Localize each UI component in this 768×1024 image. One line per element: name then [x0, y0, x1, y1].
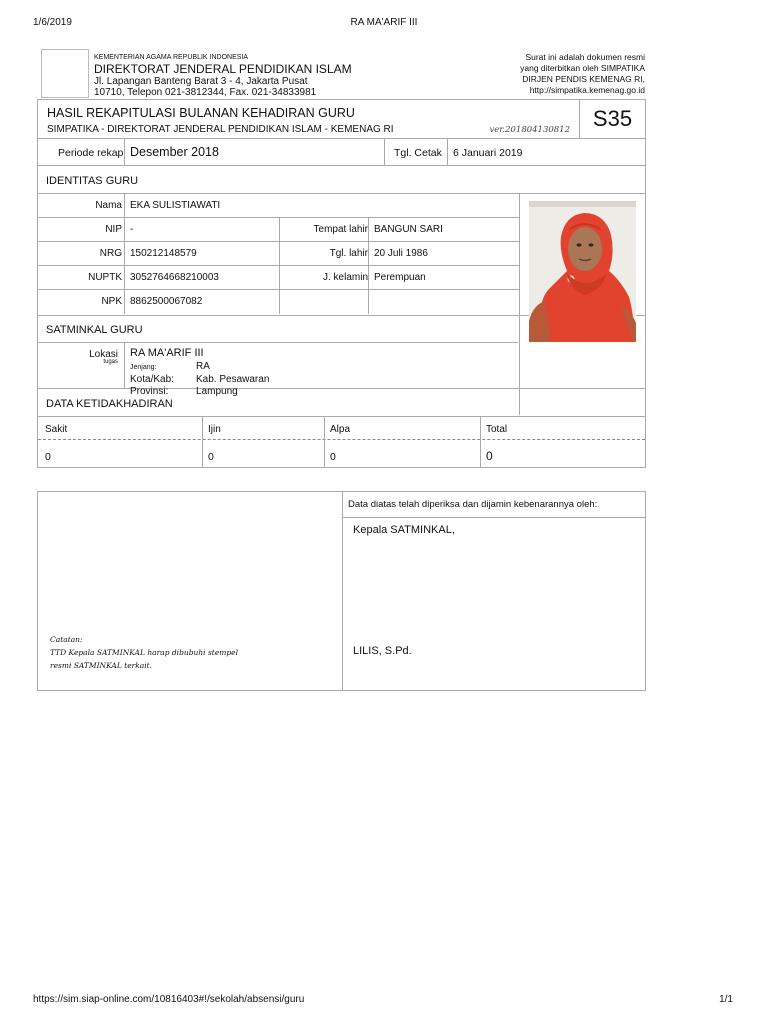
jenjang-label: Jenjang: — [130, 364, 157, 371]
absence-val-total: 0 — [486, 449, 493, 463]
absence-col-total: Total — [486, 424, 508, 435]
tempat-label: Tempat lahir — [313, 224, 368, 235]
signer-role: Kepala SATMINKAL, — [353, 524, 455, 536]
absence-col-ijin: Ijin — [208, 424, 221, 435]
tgl-lahir-label: Tgl. lahir — [329, 248, 368, 259]
absence-table — [37, 417, 646, 468]
org-block — [94, 52, 352, 98]
print-date: 1/6/2019 — [33, 17, 72, 28]
provinsi-label: Provinsi: — [130, 386, 169, 397]
official-line: yang diterbitkan oleh SIMPATIKA — [520, 63, 645, 73]
absence-col-sakit: Sakit — [45, 424, 68, 435]
signature-box — [37, 491, 646, 691]
nama-value: EKA SULISTIAWATI — [130, 200, 221, 211]
provinsi-value: Lampung — [196, 386, 238, 397]
row-npk — [38, 290, 519, 314]
npk-value: 8862500067082 — [130, 296, 203, 307]
org-address-2: 10710, Telepon 021-3812344, Fax. 021-34833981 — [94, 87, 317, 98]
nip-value: - — [130, 224, 134, 235]
row-nip — [38, 218, 519, 242]
tgl-lahir-value: 20 Juli 1986 — [374, 248, 428, 259]
doc-version: ver.201804130812 — [489, 125, 570, 135]
nuptk-value: 3052764668210003 — [130, 272, 219, 283]
row-nama — [38, 194, 519, 218]
npk-label: NPK — [101, 296, 122, 307]
official-line: http://simpatika.kemenag.go.id — [529, 85, 645, 95]
absence-val-sakit: 0 — [45, 451, 51, 463]
jenjang-value: RA — [196, 361, 210, 372]
signer-name: LILIS, S.Pd. — [353, 645, 412, 657]
absence-val-alpa: 0 — [330, 451, 336, 463]
identity-heading: IDENTITAS GURU — [37, 166, 646, 194]
absence-col-alpa: Alpa — [330, 424, 351, 435]
satminkal-heading: SATMINKAL GURU — [38, 316, 518, 343]
print-url: https://sim.siap-online.com/10816403#!/sekolah/absensi/guru — [33, 994, 305, 1005]
official-line: Surat ini adalah dokumen resmi — [525, 52, 645, 62]
absence-val-ijin: 0 — [208, 451, 214, 463]
official-note — [495, 52, 645, 96]
doc-subtitle: SIMPATIKA - DIREKTORAT JENDERAL PENDIDIKAN ISLAM - KEMENAG RI — [47, 124, 394, 135]
print-page-number: 1/1 — [719, 994, 733, 1005]
period-row — [37, 139, 646, 166]
title-box — [37, 99, 646, 139]
identity-table — [37, 194, 646, 316]
official-line: DIRJEN PENDIS KEMENAG RI, — [522, 74, 645, 84]
print-date-value: 6 Januari 2019 — [453, 147, 523, 159]
lokasi-label: Lokasi — [89, 349, 118, 360]
note-line: TTD Kepala SATMINKAL harap dibubuhi stempel — [50, 648, 239, 657]
document-header — [37, 48, 646, 99]
tempat-value: BANGUN SARI — [374, 224, 443, 235]
nrg-label: NRG — [99, 248, 122, 259]
note — [50, 633, 238, 672]
kelamin-label: J. kelamin — [322, 272, 368, 283]
nrg-value: 150212148579 — [130, 248, 197, 259]
doc-code: S35 — [579, 100, 645, 138]
note-line: resmi SATMINKAL terkait. — [50, 661, 153, 670]
teacher-photo — [529, 201, 636, 342]
row-nrg — [38, 242, 519, 266]
lokasi-sublabel: tugas — [103, 359, 118, 365]
org-address-1: Jl. Lapangan Banteng Barat 3 - 4, Jakarta Pusat — [94, 76, 308, 87]
nuptk-label: NUPTK — [88, 272, 122, 283]
org-ministry: KEMENTERIAN AGAMA REPUBLIK INDONESIA — [94, 54, 249, 61]
print-title: RA MA'ARIF III — [350, 17, 418, 28]
print-date-label: Tgl. Cetak — [394, 147, 442, 159]
period-label: Periode rekap — [58, 147, 124, 159]
period-value: Desember 2018 — [130, 145, 219, 159]
logo-placeholder — [41, 49, 89, 98]
satminkal-name: RA MA'ARIF III — [130, 347, 204, 359]
attendance-form — [37, 48, 646, 468]
kota-value: Kab. Pesawaran — [196, 374, 270, 385]
nip-label: NIP — [105, 224, 122, 235]
row-nuptk — [38, 266, 519, 290]
note-title: Catatan: — [50, 635, 83, 644]
absence-heading: DATA KETIDAKHADIRAN — [37, 389, 646, 417]
nama-label: Nama — [95, 200, 122, 211]
org-name: DIREKTORAT JENDERAL PENDIDIKAN ISLAM — [94, 62, 352, 76]
kota-label: Kota/Kab: — [130, 374, 174, 385]
kelamin-value: Perempuan — [374, 272, 426, 283]
verified-text: Data diatas telah diperiksa dan dijamin kebenarannya oleh: — [343, 492, 645, 518]
doc-title: HASIL REKAPITULASI BULANAN KEHADIRAN GURU — [47, 106, 355, 120]
